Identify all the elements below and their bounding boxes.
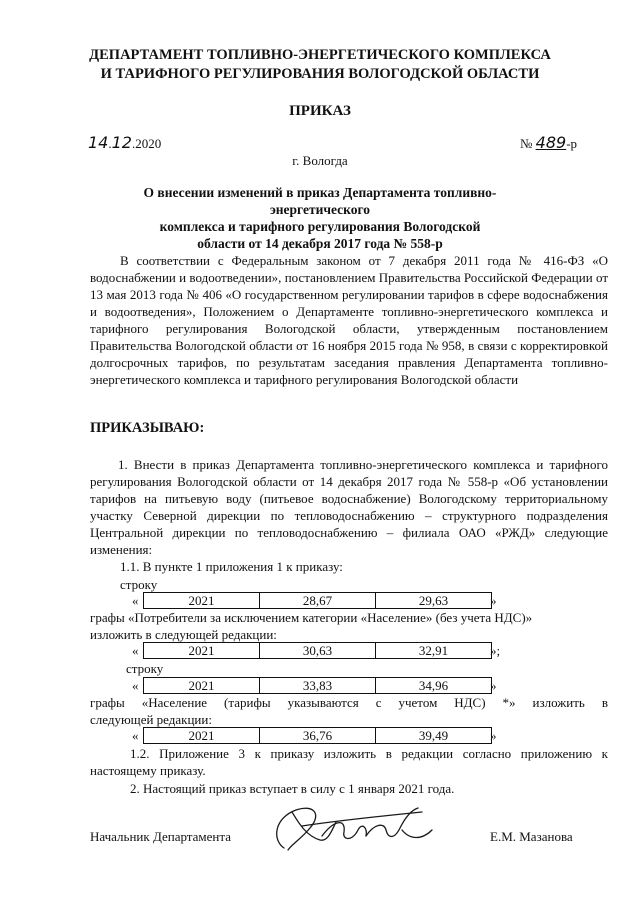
row2-close-quote: »;	[490, 643, 501, 658]
city: г. Вологда	[292, 153, 348, 168]
order-title	[100, 184, 540, 252]
stroku-label-1: строку	[120, 577, 158, 592]
order-title-line2: комплекса и тарифного регулирования Вологодской	[159, 219, 481, 234]
grafy-1: графы «Потребители за исключением категории «Население» (без учета НДС)»	[90, 610, 533, 625]
number-value: 489	[535, 133, 567, 152]
row1-table	[143, 592, 492, 609]
row4-open-quote: «	[132, 728, 139, 743]
order-number	[520, 134, 577, 152]
row1-year: 2021	[144, 593, 260, 609]
row3-value2: 34,96	[376, 678, 492, 694]
item-1-1: 1.1. В пункте 1 приложения 1 к приказу:	[120, 559, 343, 574]
row1-value1: 28,67	[260, 593, 376, 609]
row3-open-quote: «	[132, 678, 139, 693]
department-header	[0, 46, 640, 84]
item-1-2: 1.2. Приложение 3 к приказу изложить в редакции согласно приложению к настоящему приказу.	[90, 746, 608, 778]
row4-value2: 39,49	[376, 728, 492, 744]
row4-close-quote: »	[490, 728, 497, 743]
row1-open-quote: «	[132, 593, 139, 608]
row4-value1: 36,76	[260, 728, 376, 744]
izlozhit-1: изложить в следующей редакции:	[90, 627, 277, 642]
stroku-label-2: строку	[126, 661, 164, 676]
order-title-line3: области от 14 декабря 2017 года № 558-р	[197, 236, 443, 251]
signer-name: Е.М. Мазанова	[490, 829, 573, 844]
row3-table	[143, 677, 492, 694]
row2-value1: 30,63	[260, 643, 376, 659]
number-prefix: №	[520, 136, 533, 151]
row1-value2: 29,63	[376, 593, 492, 609]
handwritten-signature	[262, 800, 452, 860]
row2-value2: 32,91	[376, 643, 492, 659]
row3-close-quote: »	[490, 678, 497, 693]
order-date	[88, 134, 161, 152]
department-header-line1: ДЕПАРТАМЕНТ ТОПЛИВНО-ЭНЕРГЕТИЧЕСКОГО КОМПЛЕКСА	[89, 47, 551, 63]
department-header-line2: И ТАРИФНОГО РЕГУЛИРОВАНИЯ ВОЛОГОДСКОЙ ОБЛАСТИ	[100, 66, 540, 82]
signer-title: Начальник Департамента	[90, 829, 231, 844]
row2-table	[143, 642, 492, 659]
row1-close-quote: »	[490, 593, 497, 608]
row4-table	[143, 727, 492, 744]
date-year: .2020	[131, 136, 162, 151]
number-suffix: -р	[566, 136, 578, 151]
item-2: 2. Настоящий приказ вступает в силу с 1 января 2021 года.	[130, 781, 455, 796]
row3-value1: 33,83	[260, 678, 376, 694]
item-1: 1. Внести в приказ Департамента топливно-энергетического комплекса и тарифного регулирования Вологодской области от 14 декабря 2017 года № 558-р «Об установлении тарифов на питьевую воду (питьевое водоснабжение) Вологодскому территориальному участку Северной дирекции по тепловодоснабжению – структурного подразделения Центральной дирекции по тепловодоснабжению – филиала ОАО «РЖД» следующие изменения:	[90, 457, 608, 557]
doc-type: ПРИКАЗ	[289, 103, 351, 119]
order-title-line1: О внесении изменений в приказ Департамента топливно-энергетического	[143, 185, 497, 217]
date-month: 12	[111, 133, 132, 152]
row2-year: 2021	[144, 643, 260, 659]
row2-open-quote: «	[132, 643, 139, 658]
row3-year: 2021	[144, 678, 260, 694]
grafy-2: графы «Население (тарифы указываются с учетом НДС) *» изложить в	[90, 695, 608, 710]
izlozhit-2: следующей редакции:	[90, 712, 212, 727]
preamble: В соответствии с Федеральным законом от 7 декабря 2011 года № 416-ФЗ «О водоснабжении и водоотведении», постановлением Правительства Российской Федерации от 13 мая 2013 года № 406 «О государственном регулировании тарифов в сфере водоснабжения и водоотведения», Положением о Департаменте топливно-энергетического комплекса и тарифного регулирования Вологодской области, утвержденным постановлением Правительства Вологодской области от 16 ноября 2015 года № 958, в связи с корректировкой долгосрочных тарифов, по результатам заседания правления Департамента топливно-энергетического комплекса и тарифного регулирования Вологодской области	[90, 253, 608, 387]
order-word: ПРИКАЗЫВАЮ:	[90, 420, 205, 436]
row4-year: 2021	[144, 728, 260, 744]
date-dot: .	[108, 136, 112, 151]
date-day: 14	[88, 133, 109, 152]
